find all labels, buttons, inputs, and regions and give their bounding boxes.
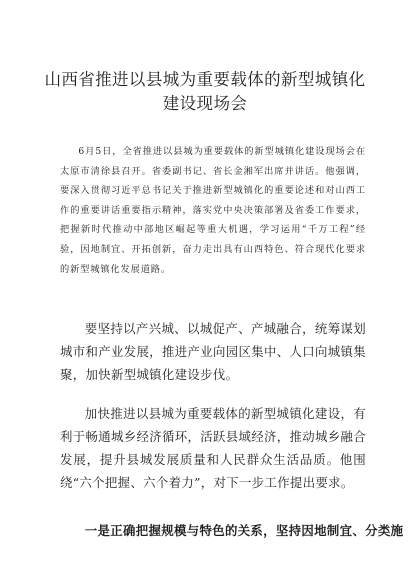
paragraph-meeting-summary: 6月5日，全省推进以县城为重要载体的新型城镇化建设现场会在太原市清徐县召开。省委副书记、省长金湘军出席并讲话。他强调，要深入贯彻习近平总书记关于推进新型城镇化的重要论述和对山西工作的重要讲话重要指示精神，落实党中央决策部署及省委工作要求，把握新时代推动中部地区崛起等重大机遇，学习运用“千万工程”经验，因地制宜、开拓创新，奋力走出具有山西特色、符合现代化要求的新型城镇化发展道路。 xyxy=(60,146,366,275)
paragraph-industry-city: 要坚持以产兴城、以城促产、产城融合，统筹谋划城市和产业发展，推进产业向园区集中、人口向城镇集聚，加快新型城镇化建设步伐。 xyxy=(60,321,366,382)
document-title: 山西省推进以县城为重要载体的新型城镇化建设现场会 xyxy=(44,70,366,113)
paragraph-point-one: 一是正确把握规模与特色的关系，坚持因地制宜、分类施 xyxy=(84,523,404,538)
paragraph-county-urbanization: 加快推进以县城为重要载体的新型城镇化建设，有利于畅通城乡经济循环，活跃县域经济，推动城乡融合发展，提升县城发展质量和人民群众生活品质。他围绕“六个把握、六个着力”，对下一步工作提出要求。 xyxy=(60,406,366,490)
